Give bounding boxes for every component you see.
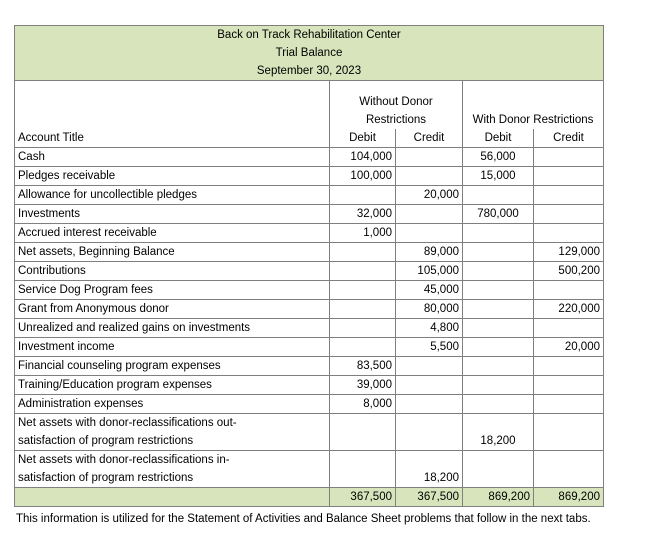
table-row-reclass-in [15, 451, 604, 470]
without-credit-cell [396, 205, 463, 224]
account-title-cell: Accrued interest receivable [15, 224, 330, 243]
with-debit-cell [463, 243, 534, 262]
with-debit-cell [463, 357, 534, 376]
table-row [15, 300, 604, 319]
account-title-cell: Allowance for uncollectible pledges [15, 186, 330, 205]
with-debit-cell [463, 451, 534, 470]
account-title-cell: Administration expenses [15, 395, 330, 414]
with-debit-cell [463, 224, 534, 243]
report-title: Trial Balance [15, 44, 604, 62]
totals-row [15, 488, 604, 507]
group-without-line2: Restrictions [330, 111, 463, 129]
account-title-cell: Net assets with donor-reclassifications in- [15, 451, 330, 470]
col-without-debit: Debit [330, 129, 396, 148]
with-credit-cell: 220,000 [534, 300, 604, 319]
account-title-cell: Unrealized and realized gains on investments [15, 319, 330, 338]
without-credit-cell: 20,000 [396, 186, 463, 205]
with-credit-cell: 20,000 [534, 338, 604, 357]
without-debit-cell: 83,500 [330, 357, 396, 376]
without-debit-cell: 8,000 [330, 395, 396, 414]
table-row [15, 243, 604, 262]
with-debit-cell: 56,000 [463, 148, 534, 167]
without-credit-cell: 80,000 [396, 300, 463, 319]
report-date: September 30, 2023 [15, 62, 604, 81]
without-debit-cell [330, 469, 396, 488]
account-title-cell: satisfaction of program restrictions [15, 469, 330, 488]
with-debit-cell [463, 376, 534, 395]
without-debit-cell [330, 319, 396, 338]
table-row [15, 205, 604, 224]
account-title-cell: Training/Education program expenses [15, 376, 330, 395]
without-debit-cell: 100,000 [330, 167, 396, 186]
without-debit-cell [330, 432, 396, 451]
with-debit-cell [463, 469, 534, 488]
without-debit-cell [330, 338, 396, 357]
without-debit-cell [330, 186, 396, 205]
table-row-reclass-out [15, 414, 604, 433]
without-credit-cell [396, 224, 463, 243]
without-credit-cell: 5,500 [396, 338, 463, 357]
table-row [15, 319, 604, 338]
table-row [15, 395, 604, 414]
with-credit-cell: 500,200 [534, 262, 604, 281]
table-row [15, 148, 604, 167]
header-row-report [15, 44, 604, 62]
without-credit-cell [396, 167, 463, 186]
without-credit-cell [396, 414, 463, 433]
group-row-1 [15, 93, 604, 111]
without-credit-cell [396, 376, 463, 395]
without-credit-cell [396, 451, 463, 470]
spacer-row [15, 81, 604, 94]
account-title-cell: Pledges receivable [15, 167, 330, 186]
with-debit-cell: 780,000 [463, 205, 534, 224]
footer-note: This information is utilized for the Statement of Activities and Balance Sheet problems that follow in the next tabs. [16, 513, 591, 525]
with-credit-cell [534, 469, 604, 488]
table-row [15, 186, 604, 205]
without-debit-cell [330, 243, 396, 262]
with-debit-cell [463, 395, 534, 414]
with-debit-cell [463, 262, 534, 281]
without-debit-cell [330, 414, 396, 433]
with-credit-cell [534, 451, 604, 470]
group-without-line1: Without Donor [330, 93, 463, 111]
without-debit-cell: 104,000 [330, 148, 396, 167]
with-credit-cell [534, 395, 604, 414]
table-row [15, 281, 604, 300]
col-with-debit: Debit [463, 129, 534, 148]
table-row [15, 338, 604, 357]
without-debit-cell [330, 451, 396, 470]
header-row-date [15, 62, 604, 81]
without-debit-cell: 32,000 [330, 205, 396, 224]
without-credit-cell: 89,000 [396, 243, 463, 262]
account-title-cell: Service Dog Program fees [15, 281, 330, 300]
without-credit-cell: 105,000 [396, 262, 463, 281]
with-debit-cell: 18,200 [463, 432, 534, 451]
with-debit-cell [463, 338, 534, 357]
with-credit-cell: 129,000 [534, 243, 604, 262]
with-credit-cell [534, 319, 604, 338]
without-debit-cell: 39,000 [330, 376, 396, 395]
total-without-credit: 367,500 [396, 488, 463, 507]
group-with: With Donor Restrictions [463, 111, 604, 129]
account-title-cell: Investment income [15, 338, 330, 357]
header-row-organization [15, 26, 604, 45]
table-row-reclass-in-cont [15, 469, 604, 488]
account-title-cell: Investments [15, 205, 330, 224]
without-credit-cell [396, 432, 463, 451]
total-with-credit: 869,200 [534, 488, 604, 507]
organization-name: Back on Track Rehabilitation Center [15, 26, 604, 45]
col-with-credit: Credit [534, 129, 604, 148]
account-title-cell: Net assets, Beginning Balance [15, 243, 330, 262]
total-with-debit: 869,200 [463, 488, 534, 507]
with-credit-cell [534, 432, 604, 451]
with-debit-cell [463, 319, 534, 338]
without-credit-cell: 45,000 [396, 281, 463, 300]
account-title-cell: Cash [15, 148, 330, 167]
account-title-cell: Net assets with donor-reclassifications out- [15, 414, 330, 433]
with-credit-cell [534, 167, 604, 186]
with-debit-cell [463, 414, 534, 433]
without-credit-cell [396, 357, 463, 376]
total-without-debit: 367,500 [330, 488, 396, 507]
account-title-cell: Financial counseling program expenses [15, 357, 330, 376]
table-row [15, 167, 604, 186]
column-header-row [15, 129, 604, 148]
with-debit-cell [463, 300, 534, 319]
without-debit-cell [330, 300, 396, 319]
with-credit-cell [534, 205, 604, 224]
without-debit-cell: 1,000 [330, 224, 396, 243]
account-title-cell: satisfaction of program restrictions [15, 432, 330, 451]
totals-label-cell [15, 488, 330, 507]
with-credit-cell [534, 186, 604, 205]
with-credit-cell [534, 148, 604, 167]
account-title-cell: Contributions [15, 262, 330, 281]
trial-balance-table [14, 25, 604, 507]
without-credit-cell: 18,200 [396, 469, 463, 488]
with-credit-cell [534, 357, 604, 376]
with-debit-cell: 15,000 [463, 167, 534, 186]
without-credit-cell: 4,800 [396, 319, 463, 338]
with-debit-cell [463, 281, 534, 300]
with-credit-cell [534, 414, 604, 433]
with-debit-cell [463, 186, 534, 205]
without-credit-cell [396, 395, 463, 414]
without-debit-cell [330, 262, 396, 281]
account-title-cell: Grant from Anonymous donor [15, 300, 330, 319]
group-row-2 [15, 111, 604, 129]
with-credit-cell [534, 281, 604, 300]
without-debit-cell [330, 281, 396, 300]
with-credit-cell [534, 224, 604, 243]
table-row [15, 224, 604, 243]
col-without-credit: Credit [396, 129, 463, 148]
col-account-title: Account Title [15, 129, 330, 148]
trial-balance-sheet [14, 25, 603, 507]
table-row [15, 357, 604, 376]
table-row [15, 376, 604, 395]
with-credit-cell [534, 376, 604, 395]
without-credit-cell [396, 148, 463, 167]
table-row-reclass-out-cont [15, 432, 604, 451]
table-row [15, 262, 604, 281]
